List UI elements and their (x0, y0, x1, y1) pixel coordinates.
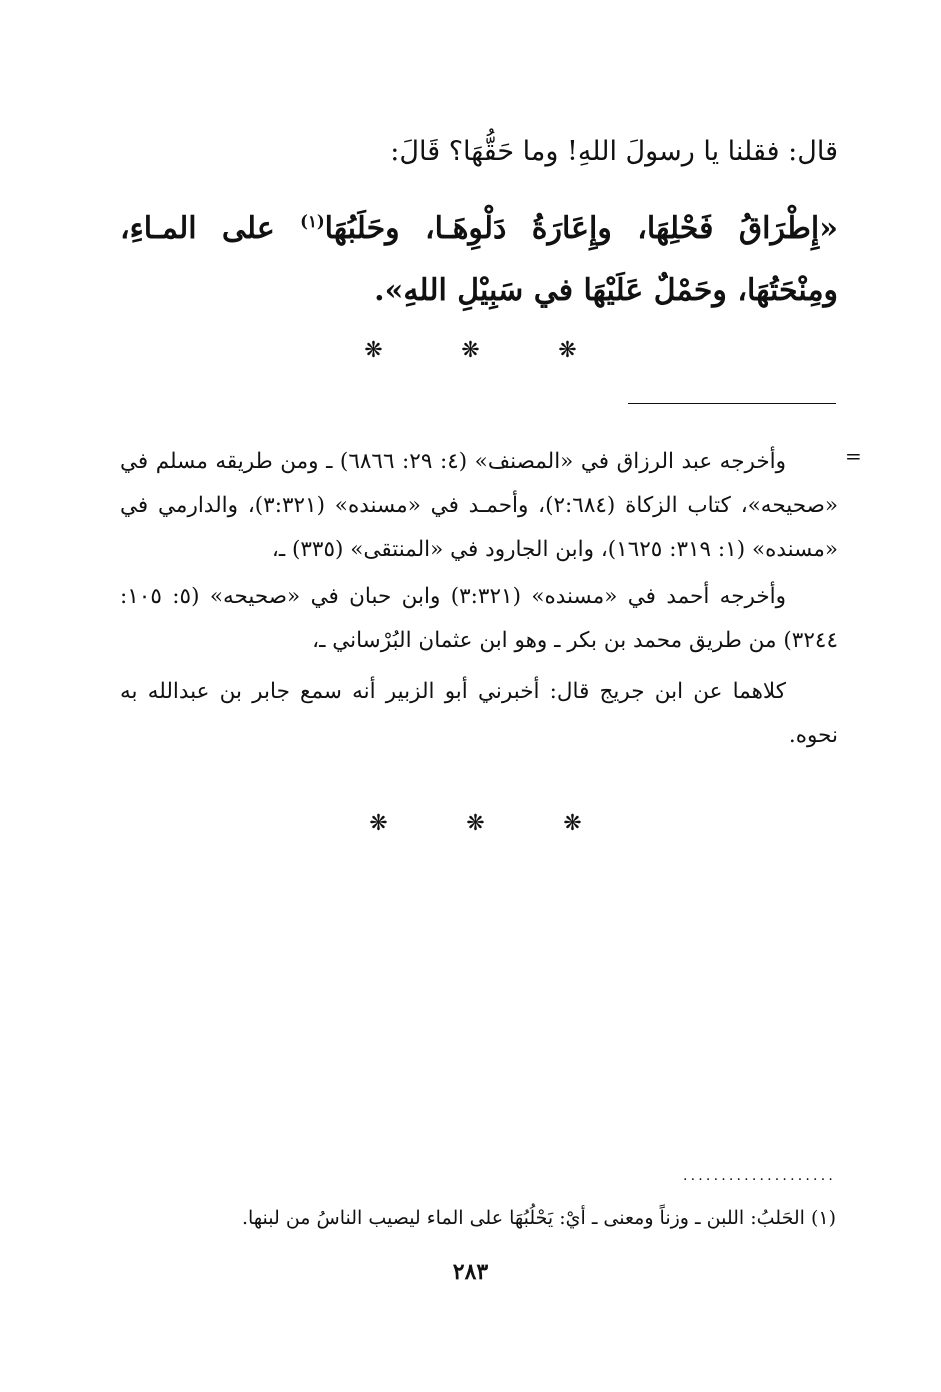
notes-paragraph-3 (120, 670, 838, 758)
notes-paragraph-1-text: وأخرجه عبد الرزاق في «المصنف» (٤: ٢٩: ٦٨٦٦) ـ ومن طريقه مسلم في «صحيحه»، كتاب الزكاة (٢:٦٨٤)، وأحمـد في «مسنده» (٣:٣٢١)، والدارمي في «مسنده» (١: ٣١٩: ١٦٢٥)، وابن الجارود في «المنتقى» (٣٣٥) ـ، (120, 449, 838, 562)
star-ornament-icon: ❋ (563, 811, 582, 836)
footnote-separator: .................... (682, 1168, 836, 1184)
hadith-text-part-1: «إِطْرَاقُ فَحْلِهَا، وإِعَارَةُ دَلْوِهَـا، وحَلَبُهَا (324, 211, 838, 246)
footnote-text: (١) الحَلبُ: اللبن ـ وزناً ومعنى ـ أيْ: يَحْلُبُهَا على الماء ليصيب الناسُ من لبنها. (241, 1207, 836, 1229)
star-ornament-icon: ❋ (461, 338, 480, 363)
hadith-text-part-2: على المـاءِ، ومِنْحَتُهَا، وحَمْلٌ عَلَيْهَا في سَبِيْلِ اللهِ». (120, 211, 838, 308)
footnote-reference: (١) (300, 212, 325, 231)
star-ornament-icon: ❋ (369, 811, 388, 836)
continuation-mark: = (845, 444, 862, 468)
hadith-text (120, 198, 838, 322)
notes-divider (628, 403, 836, 404)
intro-line (120, 132, 838, 172)
section-separator-1 (0, 338, 941, 363)
section-separator-2 (5, 811, 941, 836)
footnote (120, 1200, 836, 1236)
star-ornament-icon: ❋ (466, 811, 485, 836)
intro-text: قال: فقلنا يا رسولَ اللهِ! وما حَقُّهَا؟ قَالَ: (390, 136, 838, 167)
star-ornament-icon: ❋ (558, 338, 577, 363)
star-ornament-icon: ❋ (364, 338, 383, 363)
notes-paragraph-1 (120, 440, 838, 572)
notes-paragraph-2 (120, 575, 838, 663)
notes-paragraph-3-text: كلاهما عن ابن جريج قال: أخبرني أبو الزبير أنه سمع جابر بن عبدالله به نحوه. (120, 679, 838, 748)
page-number: ٢٨٣ (452, 1259, 489, 1285)
notes-paragraph-2-text: وأخرجه أحمد في «مسنده» (٣:٣٢١) وابن حبان في «صحيحه» (٥: ١٠٥: ٣٢٤٤) من طريق محمد بن بكر ـ وهو ابن عثمان البُرْساني ـ، (120, 584, 838, 653)
